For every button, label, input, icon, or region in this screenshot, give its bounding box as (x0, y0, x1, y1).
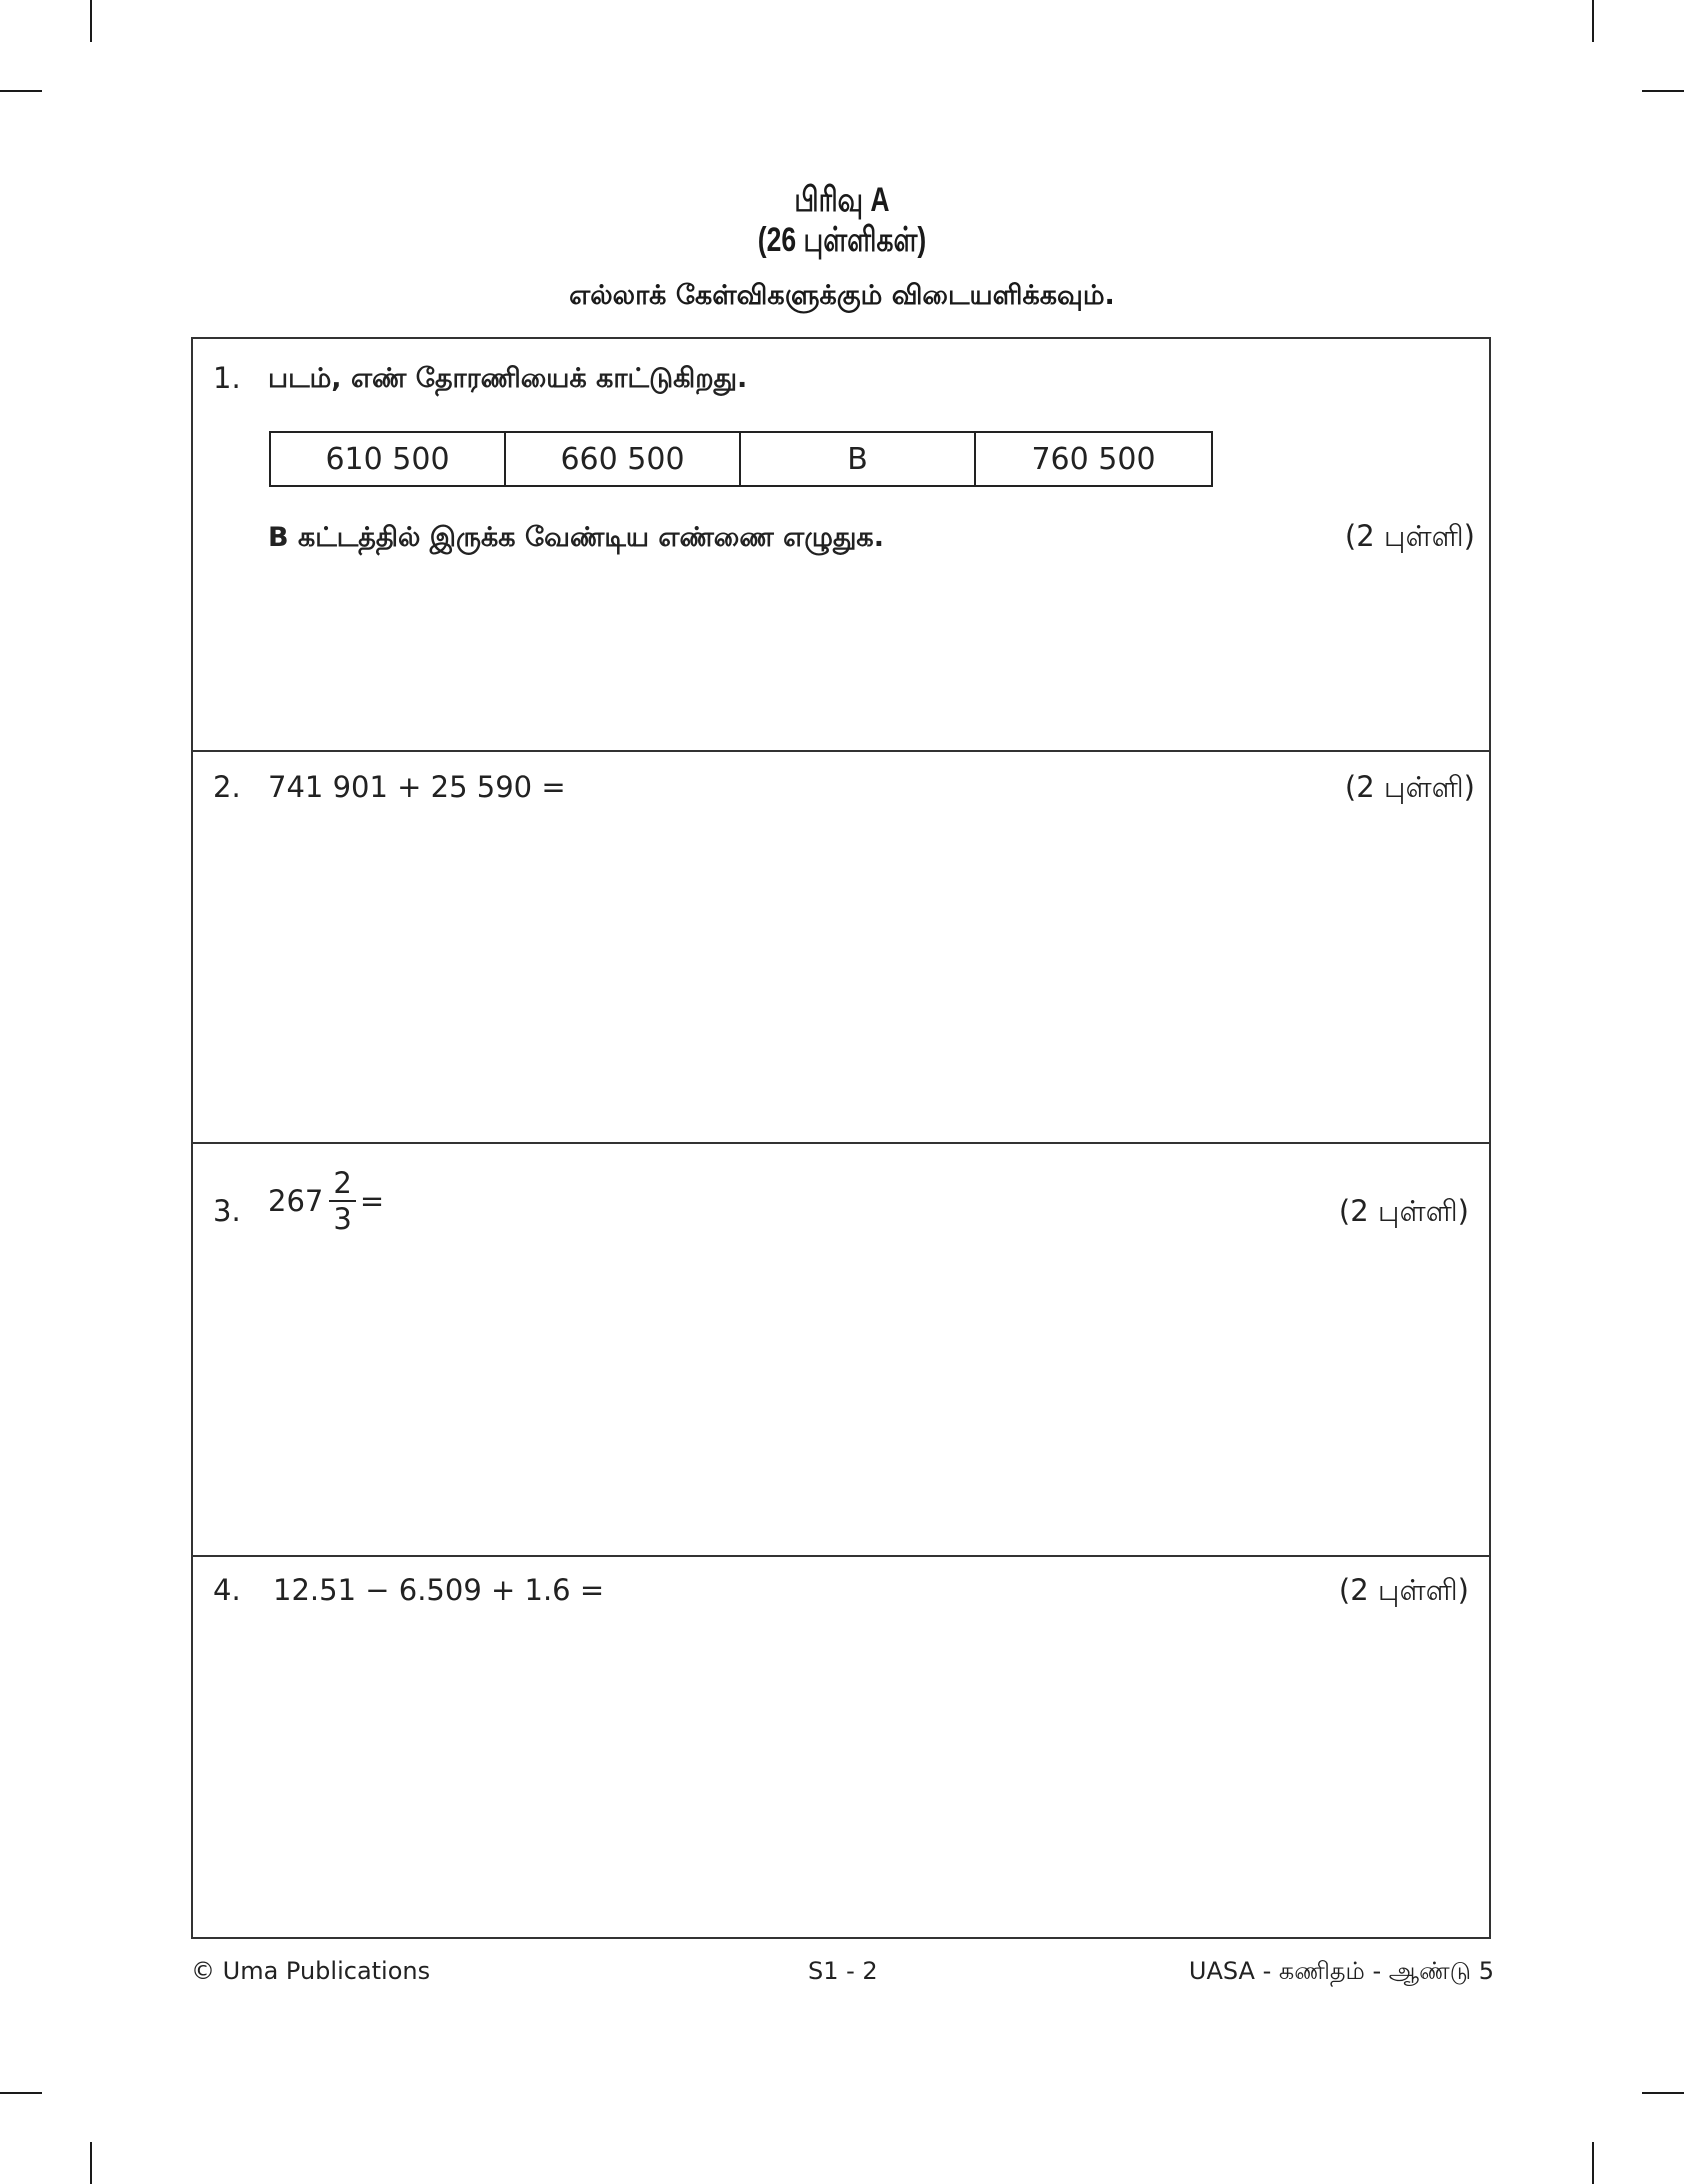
equals-sign: = (359, 1184, 385, 1218)
question-number: 1. (213, 361, 241, 395)
question-number: 4. (213, 1573, 241, 1607)
fraction (329, 1166, 355, 1236)
question-2 (193, 752, 1489, 1144)
number-sequence (269, 431, 1213, 487)
sequence-cell-b: B (741, 433, 976, 485)
denominator: 3 (333, 1202, 352, 1236)
question-number: 3. (213, 1194, 241, 1228)
question-1 (193, 339, 1489, 752)
sequence-cell: 660 500 (506, 433, 741, 485)
marks-label: (2 புள்ளி) (1344, 519, 1475, 553)
marks-label: (2 புள்ளி) (1338, 1194, 1469, 1228)
whole-number: 267 (268, 1184, 324, 1218)
footer-series: UASA - கணிதம் - ஆண்டு 5 (1188, 1957, 1494, 1985)
section-marks: (26 புள்ளிகள்) (757, 221, 927, 259)
question-4 (193, 1557, 1489, 1937)
question-expression (268, 1166, 384, 1236)
crop-mark (0, 90, 42, 92)
question-frame (191, 337, 1491, 1939)
crop-mark (1642, 90, 1684, 92)
marks-label: (2 புள்ளி) (1344, 770, 1475, 804)
question-text: படம், எண் தோரணியைக் காட்டுகிறது. (268, 363, 748, 394)
footer-page-number: S1 - 2 (808, 1957, 878, 1985)
crop-mark (90, 0, 92, 42)
marks-label: (2 புள்ளி) (1338, 1573, 1469, 1607)
footer-copyright: © Uma Publications (191, 1957, 431, 1985)
instruction: எல்லாக் கேள்விகளுக்கும் விடையளிக்கவும். (569, 280, 1115, 311)
question-3 (193, 1144, 1489, 1557)
crop-mark (1592, 0, 1594, 42)
sequence-cell: 760 500 (1031, 441, 1156, 477)
crop-mark (1592, 2142, 1594, 2184)
numerator: 2 (329, 1166, 355, 1202)
question-expression: 12.51 − 6.509 + 1.6 = (273, 1573, 605, 1607)
sequence-cell: 610 500 (271, 433, 506, 485)
section-title: பிரிவு A (794, 181, 890, 219)
question-prompt: B கட்டத்தில் இருக்க வேண்டிய எண்ணை எழுதுக. (268, 522, 884, 553)
crop-mark (0, 2092, 42, 2094)
question-number: 2. (213, 770, 241, 804)
question-expression: 741 901 + 25 590 = (268, 770, 566, 804)
crop-mark (90, 2142, 92, 2184)
crop-mark (1642, 2092, 1684, 2094)
